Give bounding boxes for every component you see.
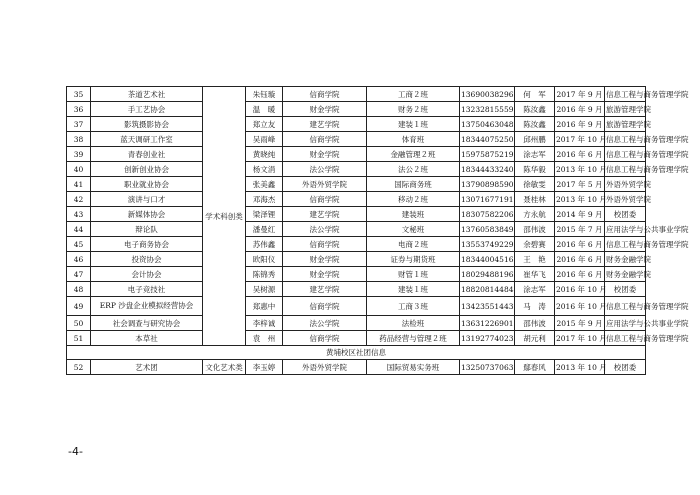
supervising-unit: 信息工程与商务管理学院 <box>605 237 646 252</box>
founded-date: 2013 年 10 月 <box>555 162 605 177</box>
founded-date: 2017 年 9 月 <box>555 87 605 102</box>
founded-date: 2016 年 6 月 <box>555 147 605 162</box>
class-name: 体育班 <box>367 132 460 147</box>
table-row <box>67 162 646 177</box>
row-number: 40 <box>67 162 91 177</box>
club-name: 电子竞技社 <box>91 282 203 297</box>
college-name: 信商学院 <box>283 331 367 346</box>
table-row <box>67 147 646 162</box>
club-info-table <box>66 86 689 375</box>
club-name: 本草社 <box>91 331 203 346</box>
row-number: 36 <box>67 102 91 117</box>
leader-name: 李玉婷 <box>246 360 283 375</box>
college-name: 信商学院 <box>283 297 367 316</box>
class-name: 法公２班 <box>367 162 460 177</box>
class-name: 建装班 <box>367 207 460 222</box>
college-name: 法公学院 <box>283 316 367 331</box>
founded-date: 2017 年 10 月 <box>555 132 605 147</box>
phone-number: 15975875219 <box>460 147 515 162</box>
table-row <box>67 222 646 237</box>
leader-name: 郑立友 <box>246 117 283 132</box>
supervising-unit: 外语外贸学院 <box>605 192 646 207</box>
club-name: 社会调查与研究协会 <box>91 316 203 331</box>
table-row <box>67 102 646 117</box>
advisor-name: 徐敏雯 <box>515 177 555 192</box>
section-title: 黄埔校区社团信息 <box>67 346 646 360</box>
founded-date: 2016 年 9 月 <box>555 102 605 117</box>
advisor-name: 马 涛 <box>515 297 555 316</box>
club-name: 茶道艺术社 <box>91 87 203 102</box>
supervising-unit: 信息工程与商务管理学院 <box>605 331 646 346</box>
phone-number: 13631226901 <box>460 316 515 331</box>
page-number: -4- <box>68 445 83 458</box>
advisor-name: 方永航 <box>515 207 555 222</box>
leader-name: 李梓诚 <box>246 316 283 331</box>
leader-name: 黄晓纯 <box>246 147 283 162</box>
advisor-name: 鄢春风 <box>515 360 555 375</box>
college-name: 财金学院 <box>283 102 367 117</box>
row-number: 49 <box>67 297 91 316</box>
class-name: 药品经营与管理２班 <box>367 331 460 346</box>
phone-number: 13192774023 <box>460 331 515 346</box>
class-name: 工商２班 <box>367 87 460 102</box>
club-name: 蓝天调研工作室 <box>91 132 203 147</box>
supervising-unit: 旅游管理学院 <box>605 117 646 132</box>
club-name: 新媒体协会 <box>91 207 203 222</box>
table-row <box>67 267 646 282</box>
club-info-table-wrapper <box>66 86 689 375</box>
table-row <box>67 282 646 297</box>
founded-date: 2015 年 7 月 <box>555 222 605 237</box>
supervising-unit: 外语外贸学院 <box>605 177 646 192</box>
advisor-name: 邱州鹏 <box>515 132 555 147</box>
class-name: 金融管理２班 <box>367 147 460 162</box>
advisor-name: 邵伟波 <box>515 316 555 331</box>
founded-date: 2017 年 10 月 <box>555 331 605 346</box>
class-name: 工商３班 <box>367 297 460 316</box>
phone-number: 18344433240 <box>460 162 515 177</box>
club-name: 会计协会 <box>91 267 203 282</box>
class-name: 国际商务班 <box>367 177 460 192</box>
supervising-unit: 财务金融学院 <box>605 267 646 282</box>
leader-name: 梁泽锂 <box>246 207 283 222</box>
advisor-name: 聂桂林 <box>515 192 555 207</box>
class-name: 国际贸易实务班 <box>367 360 460 375</box>
class-name: 建装１班 <box>367 282 460 297</box>
club-name: 电子商务协会 <box>91 237 203 252</box>
table-row <box>67 360 646 375</box>
phone-number: 13790898590 <box>460 177 515 192</box>
row-number: 51 <box>67 331 91 346</box>
college-name: 财金学院 <box>283 252 367 267</box>
advisor-name: 陈汝鑫 <box>515 117 555 132</box>
founded-date: 2013 年 10 月 <box>555 192 605 207</box>
advisor-name: 余碧赛 <box>515 237 555 252</box>
table-row <box>67 87 646 102</box>
club-name: 艺术团 <box>91 360 203 375</box>
phone-number: 13750463048 <box>460 117 515 132</box>
club-name: 创新创业协会 <box>91 162 203 177</box>
founded-date: 2016 年 10 月 <box>555 282 605 297</box>
supervising-unit: 信息工程与商务管理学院 <box>605 162 646 177</box>
supervising-unit: 校团委 <box>605 207 646 222</box>
club-name: 辩论队 <box>91 222 203 237</box>
phone-number: 13553749229 <box>460 237 515 252</box>
row-number: 43 <box>67 207 91 222</box>
college-name: 建艺学院 <box>283 282 367 297</box>
row-number: 39 <box>67 147 91 162</box>
leader-name: 欧阳仪 <box>246 252 283 267</box>
phone-number: 18307582206 <box>460 207 515 222</box>
advisor-name: 邵伟波 <box>515 222 555 237</box>
category-cell: 学术科创类 <box>203 87 246 346</box>
leader-name: 吴雨峰 <box>246 132 283 147</box>
row-number: 47 <box>67 267 91 282</box>
supervising-unit: 校团委 <box>605 282 646 297</box>
founded-date: 2016 年 9 月 <box>555 117 605 132</box>
college-name: 外语外贸学院 <box>283 177 367 192</box>
founded-date: 2015 年 9 月 <box>555 316 605 331</box>
supervising-unit: 旅游管理学院 <box>605 102 646 117</box>
college-name: 财金学院 <box>283 147 367 162</box>
row-number: 52 <box>67 360 91 375</box>
advisor-name: 崔华飞 <box>515 267 555 282</box>
class-name: 电商２班 <box>367 237 460 252</box>
phone-number: 18820814484 <box>460 282 515 297</box>
phone-number: 13760583849 <box>460 222 515 237</box>
row-number: 35 <box>67 87 91 102</box>
club-name: 职业就业协会 <box>91 177 203 192</box>
advisor-name: 王 艳 <box>515 252 555 267</box>
founded-date: 2016 年 6 月 <box>555 252 605 267</box>
section-row <box>67 346 646 360</box>
advisor-name: 陈汝鑫 <box>515 102 555 117</box>
leader-name: 吴树源 <box>246 282 283 297</box>
club-name: 青春创业社 <box>91 147 203 162</box>
phone-number: 13250737063 <box>460 360 515 375</box>
leader-name: 潘曼红 <box>246 222 283 237</box>
table-row <box>67 331 646 346</box>
college-name: 建艺学院 <box>283 117 367 132</box>
row-number: 41 <box>67 177 91 192</box>
supervising-unit: 财务金融学院 <box>605 252 646 267</box>
supervising-unit: 信息工程与商务管理学院 <box>605 132 646 147</box>
table-row <box>67 132 646 147</box>
supervising-unit: 应用法学与公共事业学院 <box>605 222 646 237</box>
phone-number: 13232815559 <box>460 102 515 117</box>
founded-date: 2016 年 10 月 <box>555 297 605 316</box>
supervising-unit: 信息工程与商务管理学院 <box>605 147 646 162</box>
category-cell: 文化艺术类 <box>203 360 246 375</box>
club-name: 手工艺协会 <box>91 102 203 117</box>
founded-date: 2016 年 6 月 <box>555 237 605 252</box>
class-name: 移动２班 <box>367 192 460 207</box>
leader-name: 袁 州 <box>246 331 283 346</box>
college-name: 财金学院 <box>283 267 367 282</box>
leader-name: 郑惠中 <box>246 297 283 316</box>
supervising-unit: 信息工程与商务管理学院 <box>605 297 646 316</box>
leader-name: 温 暖 <box>246 102 283 117</box>
leader-name: 邓海杰 <box>246 192 283 207</box>
advisor-name: 何 军 <box>515 87 555 102</box>
leader-name: 杨文涓 <box>246 162 283 177</box>
row-number: 46 <box>67 252 91 267</box>
club-name: ERP 沙盘企业模拟经营协会 <box>91 297 203 316</box>
phone-number: 13690038296 <box>460 87 515 102</box>
founded-date: 2013 年 10 月 <box>555 360 605 375</box>
table-row <box>67 192 646 207</box>
class-name: 法检班 <box>367 316 460 331</box>
advisor-name: 涂志军 <box>515 282 555 297</box>
college-name: 信商学院 <box>283 192 367 207</box>
class-name: 财务２班 <box>367 102 460 117</box>
phone-number: 18344075250 <box>460 132 515 147</box>
phone-number: 13423551443 <box>460 297 515 316</box>
leader-name: 苏伟鑫 <box>246 237 283 252</box>
table-row <box>67 316 646 331</box>
table-row <box>67 207 646 222</box>
advisor-name: 胡元利 <box>515 331 555 346</box>
table-row <box>67 237 646 252</box>
supervising-unit: 应用法学与公共事业学院 <box>605 316 646 331</box>
phone-number: 13071677191 <box>460 192 515 207</box>
college-name: 外语外贸学院 <box>283 360 367 375</box>
leader-name: 陈锦秀 <box>246 267 283 282</box>
row-number: 48 <box>67 282 91 297</box>
row-number: 42 <box>67 192 91 207</box>
table-row <box>67 177 646 192</box>
founded-date: 2017 年 5 月 <box>555 177 605 192</box>
college-name: 法公学院 <box>283 162 367 177</box>
founded-date: 2016 年 6 月 <box>555 267 605 282</box>
club-name: 投资协会 <box>91 252 203 267</box>
college-name: 信商学院 <box>283 237 367 252</box>
founded-date: 2014 年 9 月 <box>555 207 605 222</box>
table-row <box>67 117 646 132</box>
advisor-name: 涂志军 <box>515 147 555 162</box>
row-number: 45 <box>67 237 91 252</box>
row-number: 50 <box>67 316 91 331</box>
advisor-name: 陈华毅 <box>515 162 555 177</box>
leader-name: 张美鑫 <box>246 177 283 192</box>
class-name: 建装１班 <box>367 117 460 132</box>
row-number: 44 <box>67 222 91 237</box>
college-name: 建艺学院 <box>283 207 367 222</box>
class-name: 证券与期货班 <box>367 252 460 267</box>
supervising-unit: 校团委 <box>605 360 646 375</box>
phone-number: 18344004516 <box>460 252 515 267</box>
college-name: 信商学院 <box>283 132 367 147</box>
college-name: 法公学院 <box>283 222 367 237</box>
row-number: 38 <box>67 132 91 147</box>
supervising-unit: 信息工程与商务管理学院 <box>605 87 646 102</box>
class-name: 文秘班 <box>367 222 460 237</box>
college-name: 信商学院 <box>283 87 367 102</box>
table-row <box>67 252 646 267</box>
class-name: 财管１班 <box>367 267 460 282</box>
table-row <box>67 297 646 316</box>
club-name: 影筑摄影协会 <box>91 117 203 132</box>
phone-number: 18029488196 <box>460 267 515 282</box>
leader-name: 朱钰璇 <box>246 87 283 102</box>
table-body <box>67 87 689 375</box>
row-number: 37 <box>67 117 91 132</box>
club-name: 演讲与口才 <box>91 192 203 207</box>
